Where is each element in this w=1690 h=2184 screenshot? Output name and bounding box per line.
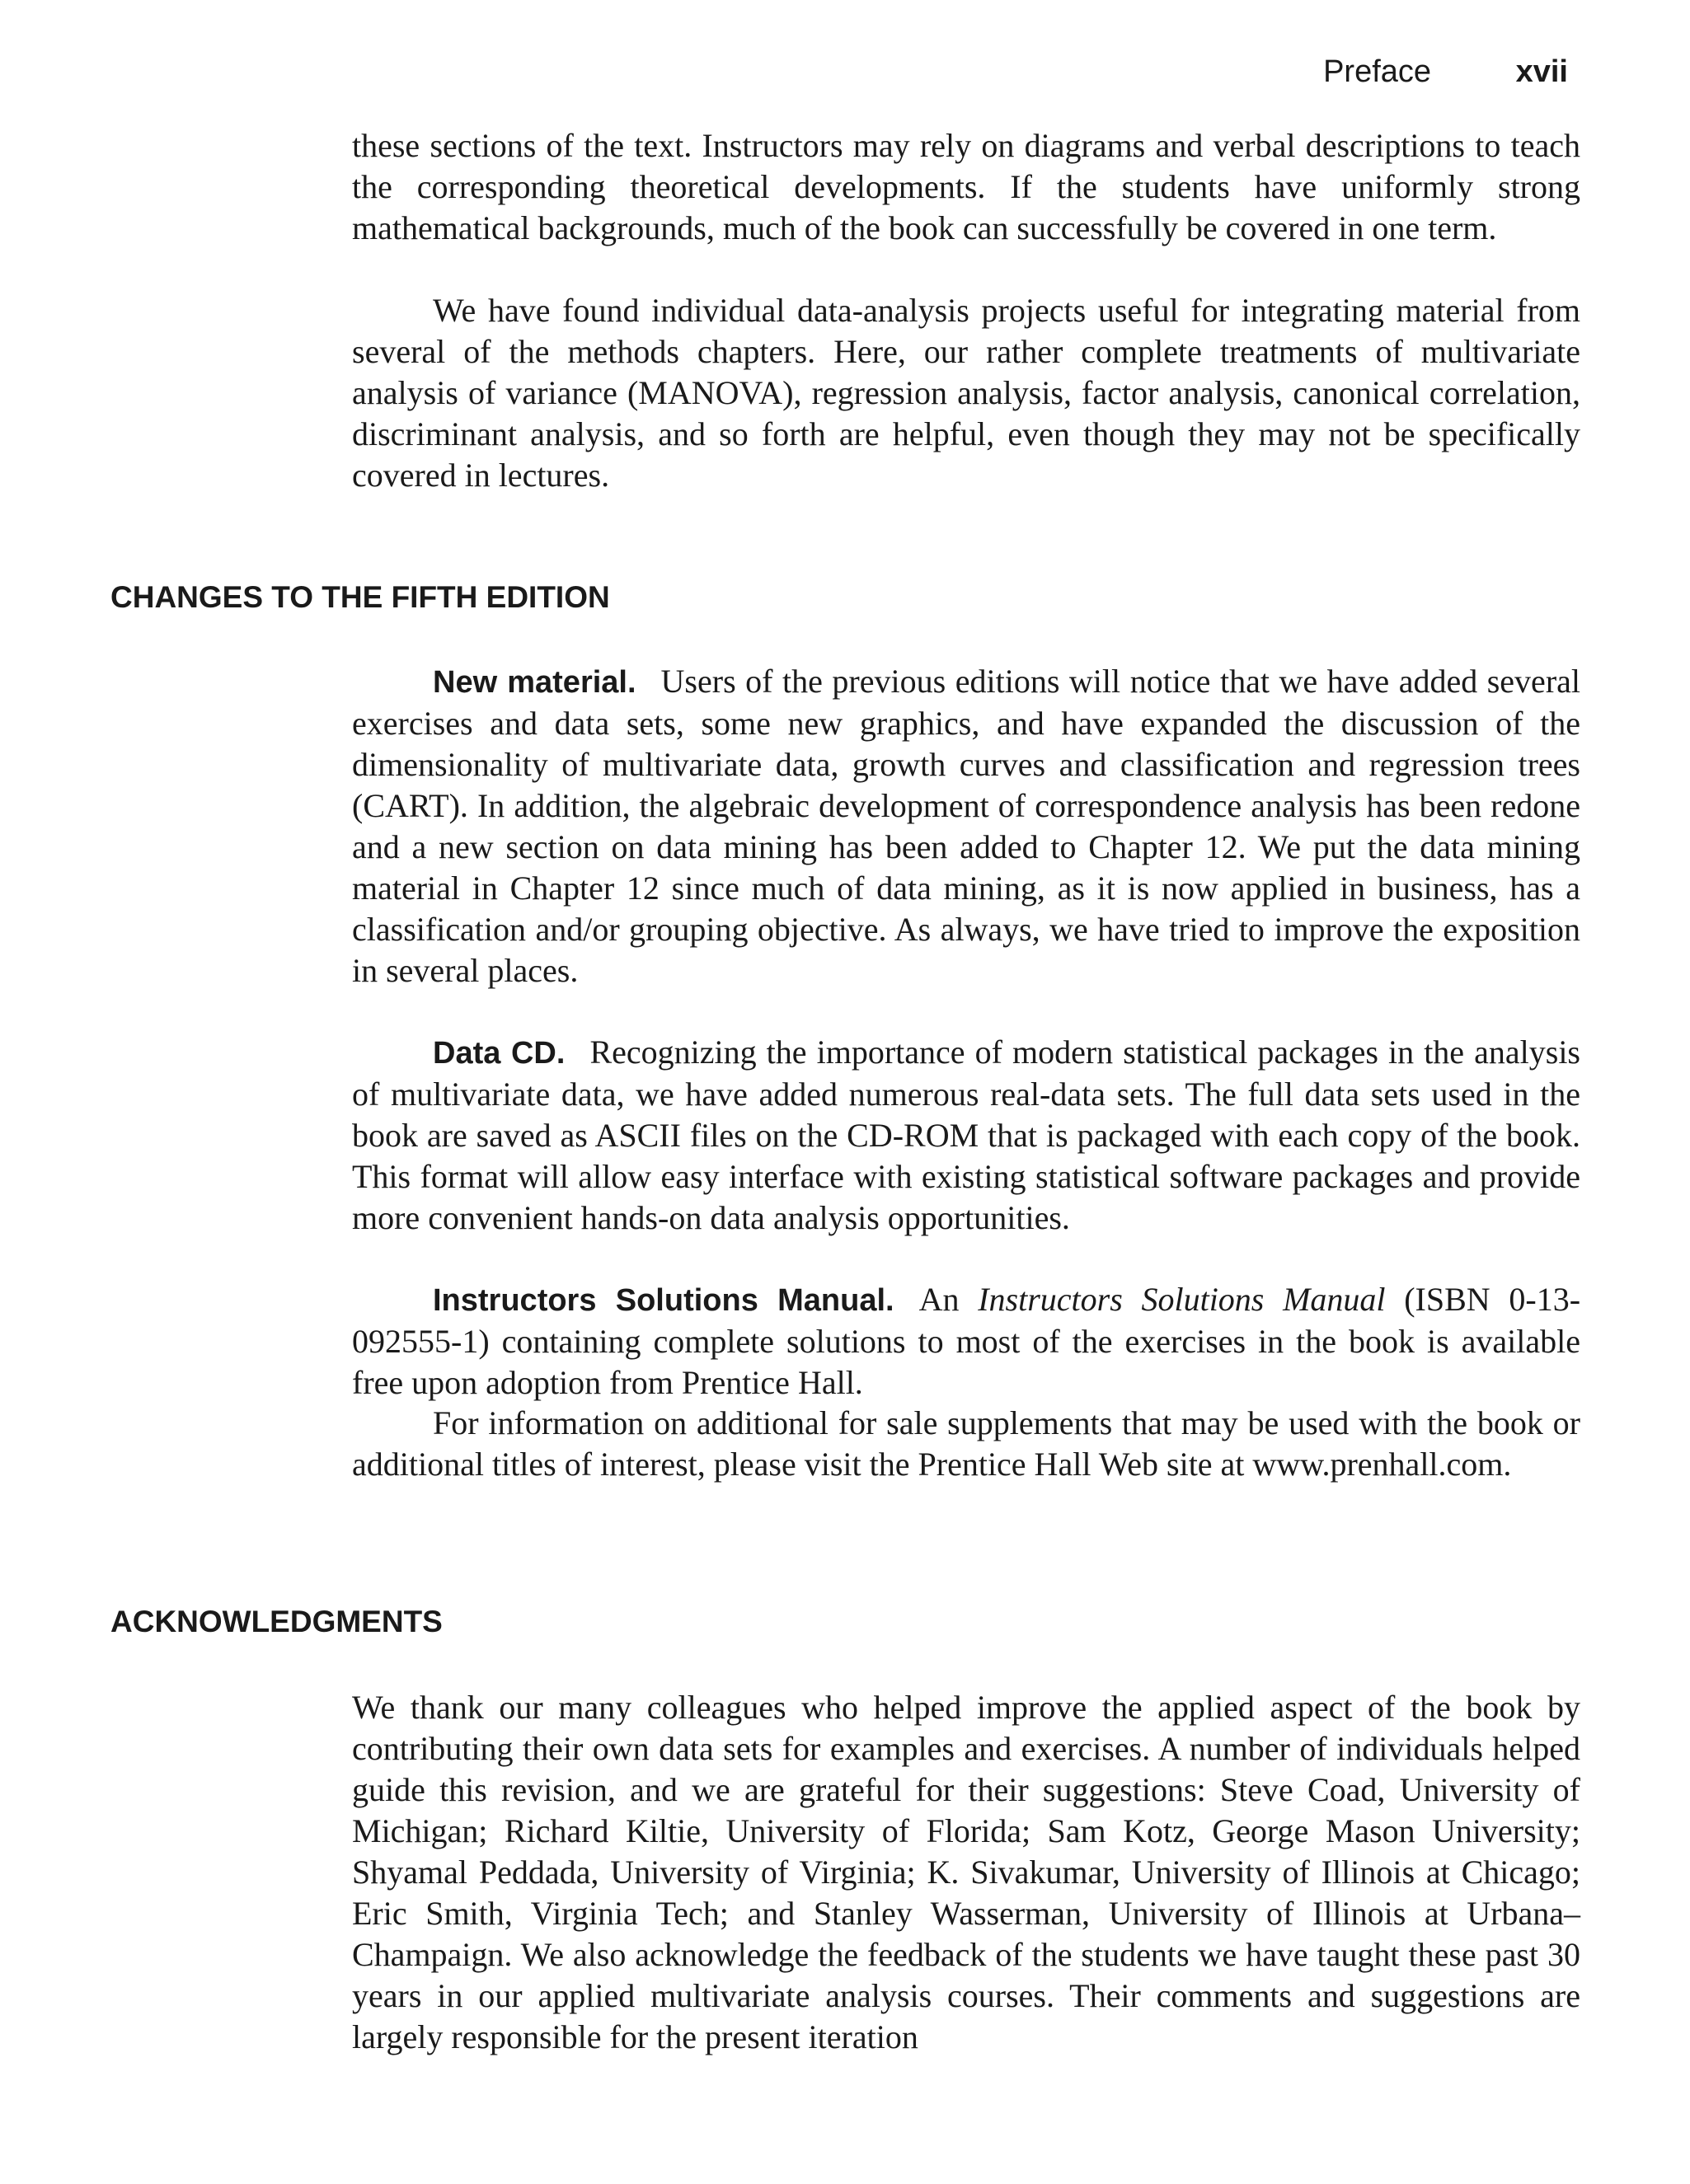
data-cd-text: Recognizing the importance of modern statistical packages in the analysis of multivariate data, we have added numerous real-data sets. The full data sets used in the book are saved as ASCII files on the CD-ROM that is packaged with each copy of the book. This format will allow easy interface with existing statistical software packages and provide more convenient hands-on data analysis opportunities. <box>352 1033 1580 1236</box>
new-material-text: Users of the previous editions will notice that we have added several exercises and data sets, some new graphics, and have expanded the discussion of the dimensionality of multivariate data, growth curves and classification and regression trees (CART). In addition, the algebraic development of correspondence analysis has been redone and a new section on data mining has been added to Chapter 12. We put the data mining material in Chapter 12 since much of data mining, as it is now applied in business, has a classification and/or grouping objective. As always, we have tried to improve the exposition in several places. <box>352 663 1581 989</box>
solutions-manual-text-before: An <box>918 1281 960 1318</box>
solutions-manual-text-after: (ISBN 0-13-092555-1) containing complete solutions to most of the exercises in the book is available free upon adoption from Prentice Hall. <box>352 1281 1581 1401</box>
section-heading-changes: CHANGES TO THE FIFTH EDITION <box>110 580 610 614</box>
section-heading-acknowledgments: ACKNOWLEDGMENTS <box>110 1605 443 1638</box>
page-number: xvii <box>1515 54 1568 89</box>
solutions-manual-label: Instructors Solutions Manual. <box>433 1283 894 1318</box>
supplements-info-paragraph: For information on additional for sale supplements that may be used with the book or additional titles of interest, please visit the Prentice Hall Web site at www.prenhall.com. <box>352 1404 1580 1483</box>
intro-paragraph-2: We have found individual data-analysis projects useful for integrating material from several of the methods chapters. Here, our rather complete treatments of multivariate analysis of variance (MANOVA), regression analysis, factor analysis, canonical correlation, discriminant analysis, and so forth are helpful, even though they may not be specifically covered in lectures. <box>352 292 1580 494</box>
solutions-manual-title: Instructors Solutions Manual <box>978 1281 1386 1318</box>
new-material-label: New material. <box>433 665 636 700</box>
running-head <box>1323 51 1568 92</box>
solutions-manual-paragraph <box>352 1279 1580 1404</box>
data-cd-label: Data CD. <box>433 1036 566 1071</box>
data-cd-paragraph <box>352 1032 1580 1239</box>
running-head-section: Preface <box>1323 54 1432 89</box>
intro-paragraph-1: these sections of the text. Instructors may rely on diagrams and verbal descriptions to teach the corresponding theoretical developments. If the students have uniformly strong mathematical backgrounds, much of the book can successfully be covered in one term. <box>352 127 1580 246</box>
new-material-paragraph <box>352 661 1580 991</box>
acknowledgments-paragraph: We thank our many colleagues who helped improve the applied aspect of the book by contributing their own data sets for examples and exercises. A number of individuals helped guide this revision, and we are grateful for their suggestions: Steve Coad, University of Michigan; Richard Kiltie, University of Florida; Sam Kotz, George Mason University; Shyamal Peddada, University of Virginia; K. Sivakumar, University of Illinois at Chicago; Eric Smith, Virginia Tech; and Stanley Wasserman, University of Illinois at Urbana–Champaign. We also acknowledge the feedback of the students we have taught these past 30 years in our applied multivariate analysis courses. Their comments and suggestions are largely responsible for the present iteration <box>352 1689 1580 2055</box>
